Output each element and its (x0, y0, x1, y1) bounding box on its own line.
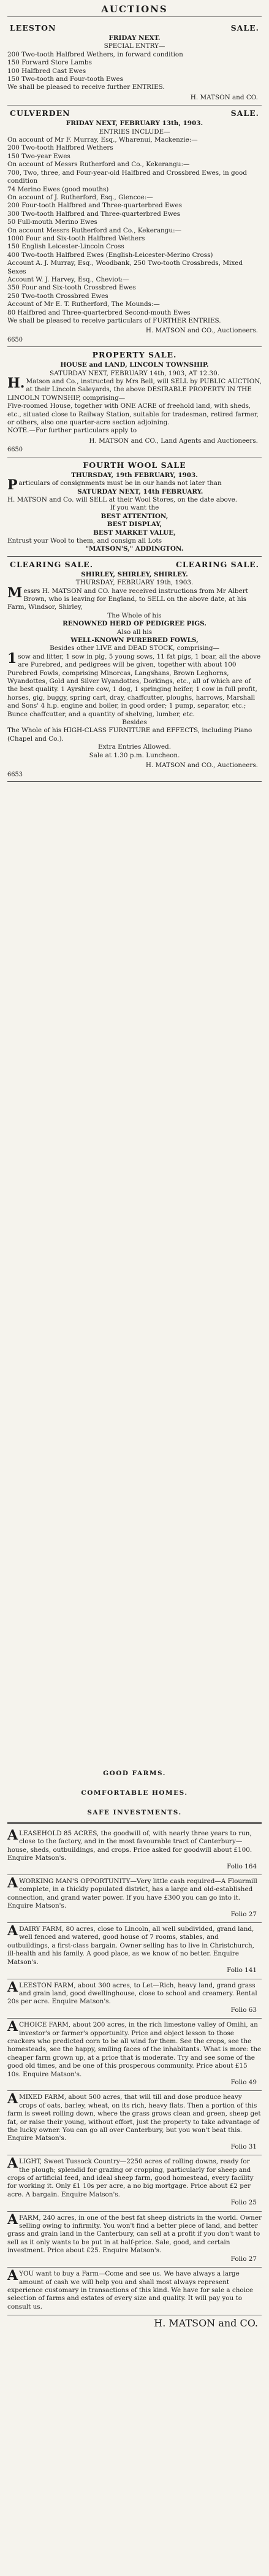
auctions-section (7, 4, 262, 1757)
section-header: AUCTIONS (7, 4, 262, 17)
ad-signature: H. MATSON and CO., Auctioneers. (145, 762, 258, 770)
ad-line: 200 Two-tooth Halfbred Wethers (7, 144, 113, 152)
farm-text: AYOU want to buy a Farm—Come and see us. We have always a large amount of cash we will help you and shall most always represent experience customary in transactions of this kind. We have for sale a choice selection of farms and estates of every size and quality. It will pay you to consult us. (7, 2268, 253, 2310)
ad-line: 80 Halfbred and Three-quarterbred Second-mouth Ewes (7, 308, 191, 316)
farm-folio: Folio 141 (227, 1966, 257, 1974)
ad-line: 200 Two-tooth Halfbred Wethers, in forward condition (7, 50, 183, 58)
ad-line: Account A. J. Murray, Esq., Woodbank, 250 Two-tooth Crossbreds, Mixed Sexes (7, 259, 243, 275)
ad-line: NOTE.—For further particulars apply to (7, 427, 137, 435)
farm-text: ALIGHT, Sweet Tussock Country—2250 acres of rolling downs, ready for the plough; splendid for grazing or cropping, particularly for sheep and crops of artificial feed, and ideal sheep farm, good homestead, every facility for working it. Only £1 10s per acre, a no big mortgage. Price about £2 per acre. A bargain. Enquire Matson's. (7, 2155, 254, 2198)
ad-line: FRIDAY NEXT, FEBRUARY 13th, 1903. (66, 120, 203, 128)
ad-signature: H. MATSON and CO. (190, 93, 258, 101)
ad-line: Sale at 1.30 p.m. Luncheon. (89, 751, 180, 759)
farm-listing (7, 2212, 262, 2268)
ad-line: FRIDAY NEXT. (108, 34, 161, 42)
ad-title-left: LEESTON (10, 23, 56, 32)
ad-line: On account of Mr F. Murray, Esq., Wharenui, Mackenzie:— (7, 136, 198, 144)
ad-line: 300 Two-tooth Halfbred and Three-quarterbred Ewes (7, 210, 181, 218)
ad-line: 250 Two-tooth Crossbred Ewes (7, 292, 108, 300)
ad-line: ENTRIES INCLUDE— (99, 128, 170, 136)
farm-listing (7, 1979, 262, 2019)
auction-ad-wool-sale (7, 457, 262, 557)
ad-line: On account of Messrs Rutherford and Co., Kekerangu:— (7, 161, 190, 169)
farm-listing (7, 2268, 262, 2315)
ad-line: SATURDAY NEXT, 14th FEBRUARY. (77, 487, 203, 495)
ad-line: 350 Four and Six-tooth Crossbred Ewes (7, 284, 136, 292)
farm-text: AFARM, 240 acres, in one of the best fat sheep districts in the world. Owner selling owing to infirmity. You won't find a better piece of land, and better grass and grain land in the Canterbury, can sell at a profit if you don't want to sell as it only wants to be put in at half-price. Sale, good, and certain investment. Price about £25. Enquire Matson's. (7, 2211, 262, 2255)
farm-text: ALEESTON FARM, about 300 acres, to Let—Rich, heavy land, grand grass and grain land, good dwellinghouse, close to school and creamery. Rental 20s per acre. Enquire Matson's. (7, 1979, 257, 2006)
auction-ad-clearing-sale (7, 557, 262, 782)
ad-line: Messrs H. MATSON and CO. have received instructions from Mr Albert Brown, who is leaving for England, to SELL on the above date, at his Farm, Windsor, Shirley, (7, 584, 248, 611)
ad-line: THURSDAY, 19th FEBRUARY, 1903. (71, 471, 198, 479)
ad-line: 150 Forward Store Lambs (7, 59, 92, 67)
ad-title-left: CLEARING SALE. (10, 559, 94, 569)
ad-line: Account W. J. Harvey, Esq., Cheviot:— (7, 275, 129, 283)
ad-line: 74 Merino Ewes (good mouths) (7, 185, 109, 193)
ad-line: RENOWNED HERD OF PEDIGREE PIGS. (63, 620, 206, 628)
farm-text: AWORKING MAN'S OPPORTUNITY—Very little cash required—A Flourmill complete, in a thickly populated district, has a large and old-established connection, and grand water power. If you have £300 you can go into it. Enquire Matson's. (7, 1875, 257, 1910)
ad-reference-number: 6653 (7, 771, 23, 778)
ad-line: 100 Halfbred Cast Ewes (7, 67, 86, 75)
ad-line: Also all his (116, 628, 153, 636)
ad-title-left: CULVERDEN (10, 109, 70, 118)
closing-signature: H. MATSON and CO. (154, 2317, 258, 2329)
farm-folio: Folio 31 (230, 2142, 257, 2150)
ad-line: Besides other LIVE and DEAD STOCK, comprising— (50, 644, 219, 652)
farm-folio: Folio 27 (230, 2255, 257, 2263)
ad-line: 150 English Leicester-Lincoln Cross (7, 243, 124, 251)
ad-line: On account of J. Rutherford, Esq., Glencoe:— (7, 193, 153, 201)
ad-line: We shall be pleased to receive particulars of FURTHER ENTRIES. (7, 317, 221, 324)
ad-line: 700, Two, three, and Four-year-old Halfbred and Crossbred Ewes, in good condition (7, 169, 247, 185)
ad-line: Five-roomed House, together with ONE ACRE of freehold land, with sheds, etc., situated close to Railway Station, suitable for tradesman, retired farmer, or others, also one quarter-acre section adjoining. (7, 402, 259, 427)
ad-line: Account of Mr E. T. Rutherford, The Mounds:— (7, 300, 160, 308)
ad-line: The Whole of his HIGH-CLASS FURNITURE and EFFECTS, including Piano (Chapel and Co.). (7, 727, 252, 743)
ad-line: 400 Two-tooth Halfbred Ewes (English-Leicester-Merino Cross) (7, 251, 213, 259)
ad-line: Extra Entries Allowed. (97, 743, 171, 751)
ad-line: Particulars of consignments must be in our hands not later than (7, 477, 222, 494)
ad-reference-number: 6650 (7, 446, 23, 454)
farm-listing (7, 2155, 262, 2211)
farm-listing (7, 1923, 262, 1979)
farm-text: ACHOICE FARM, about 200 acres, in the rich limestone valley of Omihi, an investor's or farmer's opportunity. Price and object lesson to those crackers who predicted corn to be all wind for them. See the crops, see the homesteads, see the happy, smiling faces of the inhabitants. What is more: the cheaper farm grown up, at a price that is moderate. Try and see some of the good old times, and be one of this prosperous community. Price about £15 10s. Enquire Matson's. (7, 2019, 262, 2078)
ad-line: SATURDAY NEXT, FEBRUARY 14th, 1903, AT 12.30. (49, 369, 220, 377)
ad-line: BEST MARKET VALUE, (93, 529, 176, 537)
ad-line: H. MATSON and Co. will SELL at their Wool Stores, on the date above. (7, 495, 238, 503)
farm-listing (7, 1827, 262, 1875)
ad-line: The Whole of his (107, 611, 162, 619)
farms-heading-3: SAFE INVESTMENTS. (87, 1809, 182, 1816)
farms-heading-1: GOOD FARMS. (103, 1770, 166, 1777)
ad-line: SHIRLEY, SHIRLEY, SHIRLEY. (81, 570, 188, 578)
farm-text: AMIXED FARM, about 500 acres, that will till and dose produce heavy crops of oats, barley, wheat, on its rich, heavy flats. Then a portion of this farm is sweet rolling down, where the grass grows clean and green, sheep get fat, or raise their young, without effort, just the property to take advantage of the lucky owner. You can go all over Canterbury, but you won't beat this. Enquire Matson's. (7, 2091, 261, 2142)
section-divider (7, 1822, 262, 1824)
ad-signature: H. MATSON and CO., Auctioneers. (145, 327, 258, 335)
farm-folio: Folio 27 (230, 1910, 257, 1918)
ad-reference-number: 6650 (7, 336, 23, 343)
ad-line: "MATSON'S," ADDINGTON. (85, 545, 184, 553)
farm-listing (7, 2091, 262, 2155)
ad-line: THURSDAY, FEBRUARY 19th, 1903. (75, 579, 194, 587)
ad-line: 1sow and litter, 1 sow in pig, 5 young sows, 11 fat pigs, 1 boar, all the above are Purebred, and pedigrees will be given, together with about 100 Purebred Fowls, comprising Minorcas, Langshans, Brown Leghorns, Wyandottes, Gold and Silver Wyandottes, Dorkings, etc., all of which are of the best quality. 1 Ayrshire cow, 1 dog, 1 springing heifer, 1 cow in full profit, horses, gig, buggy, spring cart, dray, chaffcutter, ploughs, harrows, Marshall and Sons' 4 h.p. engine and boiler, in good order; 1 pump, separator, etc.; Bunce chaffcutter, and a quantity of shelving, lumber, etc. (7, 650, 261, 718)
farm-folio: Folio 164 (227, 1862, 257, 1870)
ad-reference (7, 336, 262, 344)
ad-title-right: CLEARING SALE. (175, 559, 259, 569)
ad-title (7, 560, 262, 569)
ad-title: FOURTH WOOL SALE (83, 460, 186, 470)
ad-line: H.Matson and Co., instructed by Mrs Bell, will SELL by PUBLIC AUCTION, at their Lincoln Saleyards, the above DESIRABLE PROPERTY IN THE LINCOLN TOWNSHIP, comprising— (7, 375, 262, 402)
ad-line: WELL-KNOWN PUREBRED FOWLS, (70, 636, 199, 644)
ad-line: 200 Four-tooth Halfbred and Three-quarterbred Ewes (7, 202, 182, 210)
ad-line: Besides (122, 719, 147, 727)
ad-reference (7, 446, 262, 454)
ad-signature: H. MATSON and CO., Land Agents and Auctioneers. (89, 437, 258, 445)
ad-line: BEST ATTENTION, (100, 512, 169, 520)
ad-line: If you want the (110, 504, 159, 512)
farms-section (7, 1757, 262, 2573)
farm-folio: Folio 25 (230, 2199, 257, 2207)
ad-line: Entrust your Wool to them, and consign all Lots (7, 537, 162, 545)
ad-title (7, 109, 262, 118)
farm-folio: Folio 63 (230, 2006, 257, 2014)
auction-ad-culverden (7, 105, 262, 347)
farm-listing (7, 2019, 262, 2091)
ad-title: PROPERTY SALE. (92, 350, 177, 360)
auction-ad-property-sale (7, 347, 262, 457)
auction-ad-leeston (7, 20, 262, 105)
ad-line: We shall be pleased to receive further ENTRIES. (7, 83, 165, 91)
farm-folio: Folio 49 (230, 2078, 257, 2086)
farms-heading-2: COMFORTABLE HOMES. (81, 1789, 188, 1797)
ad-line: BEST DISPLAY, (107, 521, 162, 529)
ad-line: HOUSE and LAND, LINCOLN TOWNSHIP. (60, 361, 209, 369)
ad-line: 150 Two-tooth and Four-tooth Ewes (7, 75, 123, 83)
ad-title (7, 23, 262, 32)
ad-reference (7, 771, 262, 779)
farm-text: ADAIRY FARM, 80 acres, close to Lincoln, all well subdivided, grand land, well fenced and watered, good house of 7 rooms, stables, and outbuildings, a first-class bargain. Owner selling has to live in Christchurch, ill-health and his family. A good place, as we know of no better. Enquire Matson's. (7, 1923, 254, 1966)
ad-line: On account Messrs Rutherford and Co., Kekerangu:— (7, 226, 181, 234)
ad-title-right: SALE. (230, 109, 259, 118)
ad-line: 50 Full-mouth Merino Ewes (7, 218, 97, 226)
farm-text: ALEASEHOLD 85 ACRES, the goodwill of, with nearly three years to run, close to the factory, and in the most favourable tract of Canterbury—house, sheds, outbuildings, and crops. Price asked for goodwill about £100. Enquire Matson's. (7, 1827, 252, 1862)
ad-title-right: SALE. (230, 23, 259, 32)
ad-line: 1000 Four and Six-tooth Halfbred Wethers (7, 234, 145, 242)
ad-line: 150 Two-year Ewes (7, 152, 70, 160)
ad-line: SPECIAL ENTRY— (104, 42, 165, 50)
farm-listing (7, 1875, 262, 1923)
